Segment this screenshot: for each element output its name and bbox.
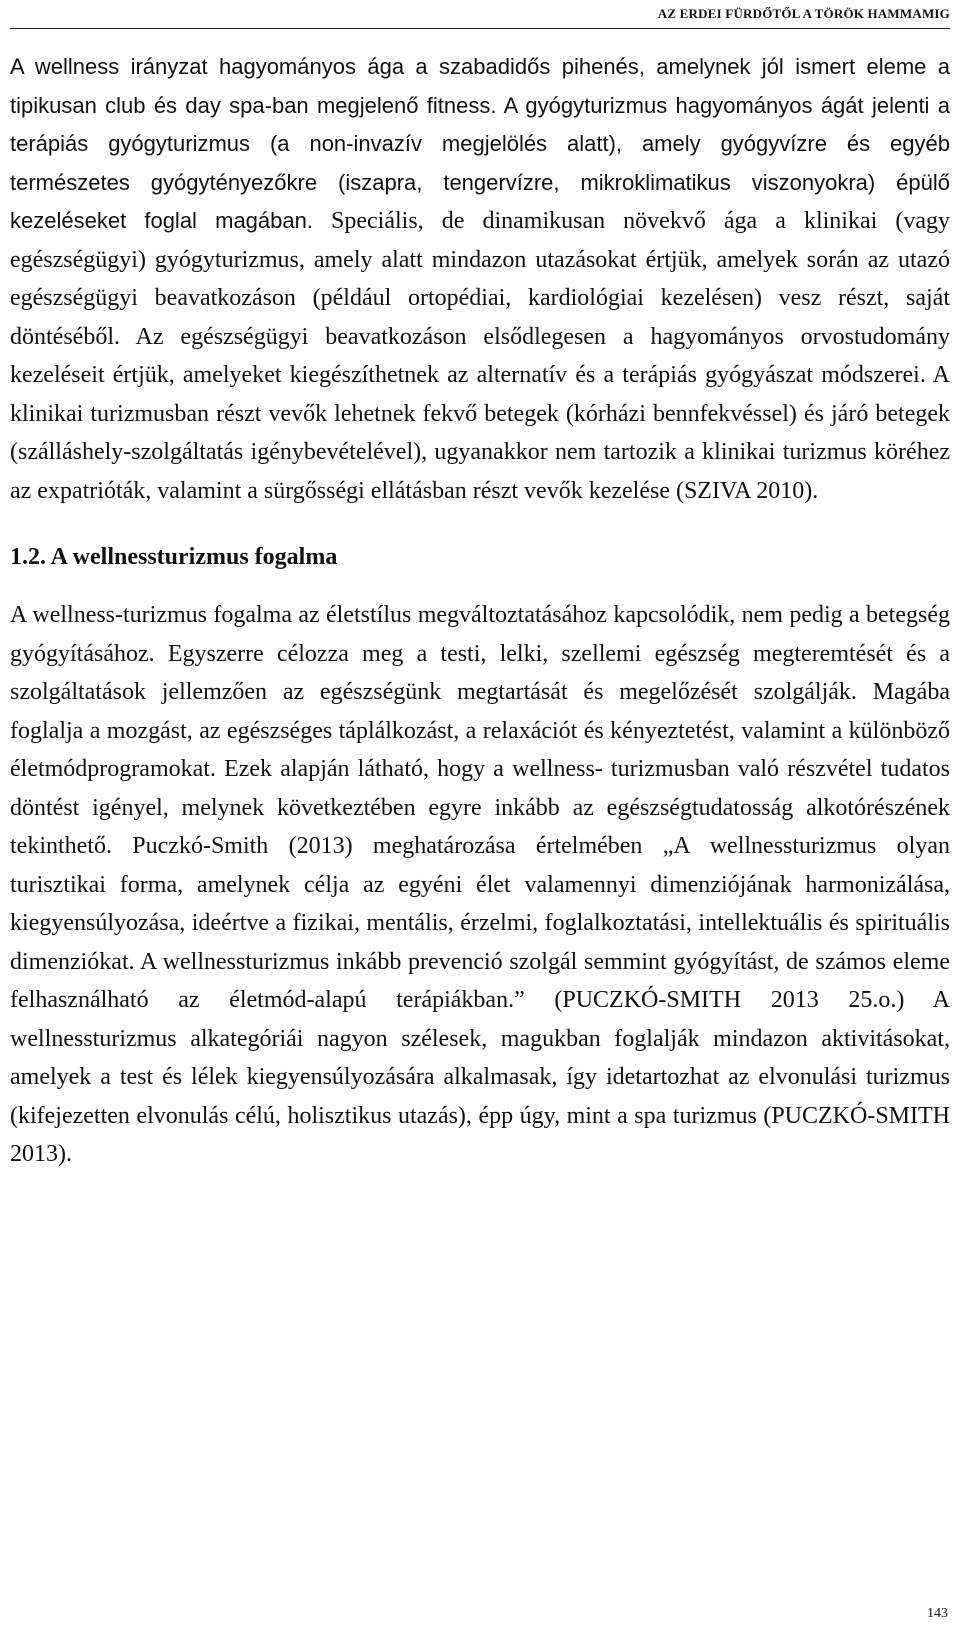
paragraph-sans-run: A wellness irányzat hagyományos ága a szabadidős pihenés, amelynek jól ismert eleme a tipikusan club és day spa-ban megjelenő fitness. A gyógyturizmus hagyományos ágát jelenti a terápiás gyógyturizmus (a non-invazív megjelölés alatt), amely gyógyvízre és egyéb természetes gyógytényezőkre (iszapra, tengervízre, mikroklimatikus viszonyokra) épülő kezeléseket foglal magában. bbox=[10, 54, 950, 233]
body-paragraph bbox=[10, 48, 950, 510]
section-heading: 1.2. A wellnessturizmus fogalma bbox=[10, 544, 338, 570]
body-paragraph: A wellness-turizmus fogalma az életstílus megváltoztatásához kapcsolódik, nem pedig a betegség gyógyításához. Egyszerre célozza meg a testi, lelki, szellemi egészség megteremtését és a szolgáltatások jellemzően az egészségünk megtartását és megelőzését szolgálják. Magába foglalja a mozgást, az egészséges táplálkozást, a relaxációt és kényeztetést, valamint a különböző életmódprogramokat. Ezek alapján látható, hogy a wellness- turizmusban való részvétel tudatos döntést igényel, melynek következtében egyre inkább az egészségtudatosság alkotórészének tekinthető. Puczkó-Smith (2013) meghatározása értelmében „A wellnessturizmus olyan turisztikai forma, amelynek célja az egyéni élet valamennyi dimenziójának harmonizálása, kiegyensúlyozása, ideértve a fizikai, mentális, érzelmi, foglalkoztatási, intellektuális és spirituális dimenziókat. A wellnessturizmus inkább prevenció szolgál semmint gyógyítást, de számos eleme felhasználható az életmód-alapú terápiákban.” (PUCZKÓ-SMITH 2013 25.o.) A wellnessturizmus alkategóriái nagyon szélesek, magukban foglalják mindazon aktivitásokat, amelyek a test és lélek kiegyensúlyozására alkalmasak, így idetartozhat az elvonulási turizmus (kifejezetten elvonulás célú, holisztikus utazás), épp úgy, mint a spa turizmus (PUCZKÓ-SMITH 2013). bbox=[10, 602, 950, 1167]
running-header bbox=[10, 6, 950, 29]
page-number: 143 bbox=[927, 1606, 948, 1621]
paragraph-serif-run: Speciális, de dinamikusan növekvő ága a klinikai (vagy egészségügyi) gyógyturizmus, amely alatt mindazon utazásokat értjük, amelyek során az utazó egészségügyi beavatkozáson (például ortopédiai, kardiológiai kezelésen) vesz részt, saját döntéséből. Az egészségügyi beavatkozáson elsődlegesen a hagyományos orvostudomány kezeléseit értjük, amelyeket kiegészíthetnek az alternatív és a terápiás gyógyászat módszerei. A klinikai turizmusban részt vevők lehetnek fekvő betegek (kórházi bennfekvéssel) és járó betegek (szálláshely-szolgáltatás igénybevételével), ugyanakkor nem tartozik a klinikai turizmus köréhez az expatrióták, valamint a sürgősségi ellátásban részt vevők kezelése (SZIVA 2010). bbox=[10, 208, 950, 504]
page-body bbox=[10, 48, 950, 1174]
running-header-title: AZ ERDEI FÜRDŐTŐL A TÖRÖK HAMMAMIG bbox=[657, 6, 950, 21]
